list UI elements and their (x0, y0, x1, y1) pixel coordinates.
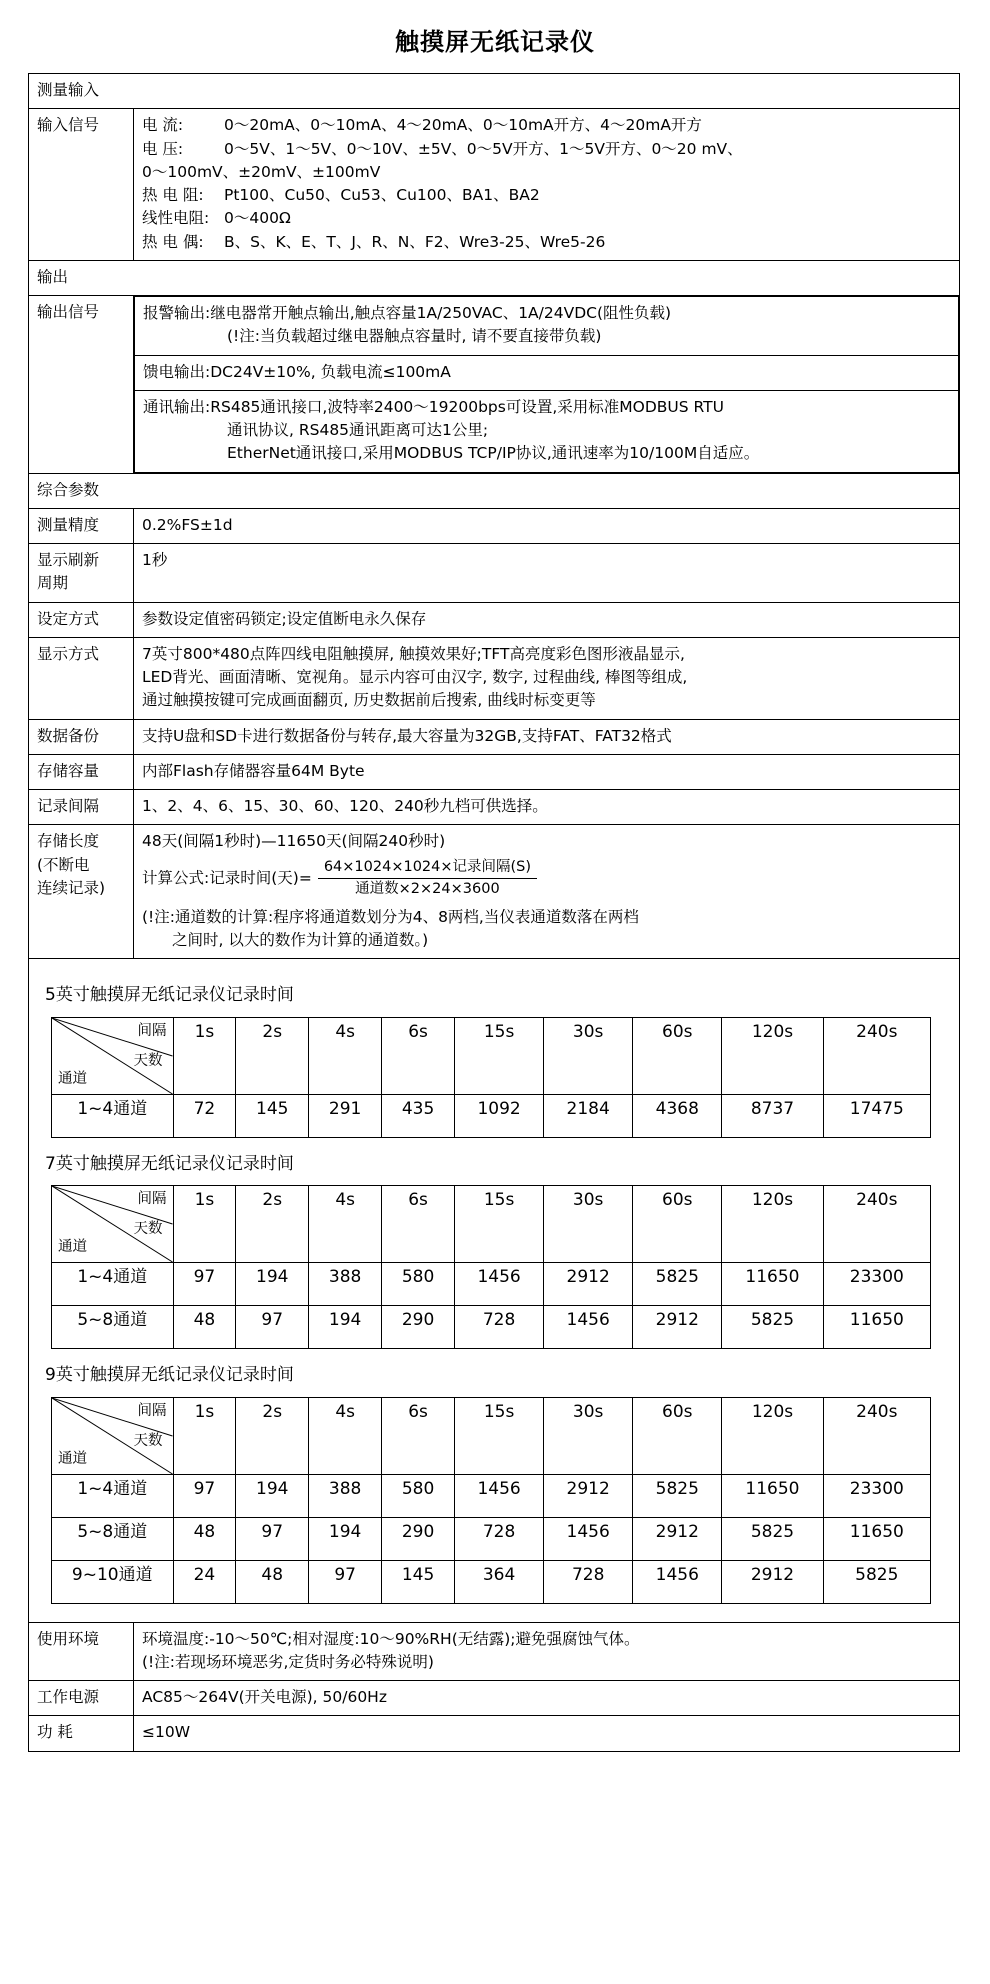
column-header: 120s (722, 1186, 823, 1263)
column-header: 15s (455, 1186, 544, 1263)
record-time-title-9inch: 9英寸触摸屏无纸记录仪记录时间 (45, 1365, 294, 1386)
column-header: 60s (633, 1397, 722, 1474)
row-header: 1~4通道 (52, 1474, 174, 1517)
corner-label-channel: 通道 (58, 1070, 87, 1087)
table-row (29, 109, 960, 261)
row-value-backup: 支持U盘和SD卡进行数据备份与转存,最大容量为32GB,支持FAT、FAT32格式 (134, 719, 960, 754)
data-cell: 728 (544, 1560, 633, 1603)
section-header-output: 输出 (29, 260, 960, 295)
row-value-capacity: 内部Flash存储器容量64M Byte (134, 754, 960, 789)
table-row (52, 1560, 931, 1603)
corner-label-channel: 通道 (58, 1239, 87, 1256)
storage-label-line1: 存储长度 (37, 832, 100, 851)
row-header: 1~4通道 (52, 1263, 174, 1306)
data-cell: 72 (173, 1094, 236, 1137)
table-row (29, 790, 960, 825)
column-header: 4s (309, 1397, 382, 1474)
data-cell: 2912 (544, 1263, 633, 1306)
data-cell: 435 (382, 1094, 455, 1137)
input-linear-line (142, 207, 951, 230)
data-cell: 48 (173, 1306, 236, 1349)
table-row (135, 390, 959, 472)
input-tc-value: B、S、K、E、T、J、R、N、F2、Wre3-25、Wre5-26 (224, 232, 606, 251)
row-label-interval: 记录间隔 (29, 790, 134, 825)
table-row (29, 719, 960, 754)
row-value-environment (134, 1622, 960, 1681)
table-row (52, 1017, 931, 1094)
input-linear-value: 0～400Ω (224, 209, 291, 228)
data-cell: 580 (382, 1263, 455, 1306)
specification-table (28, 73, 960, 1752)
corner-header-cell (52, 1017, 174, 1094)
data-cell: 5825 (722, 1517, 823, 1560)
table-row (52, 1263, 931, 1306)
storage-formula (142, 854, 951, 900)
row-value-power-supply: AC85～264V(开关电源), 50/60Hz (134, 1681, 960, 1716)
column-header: 30s (544, 1186, 633, 1263)
record-time-title-7inch: 7英寸触摸屏无纸记录仪记录时间 (45, 1153, 294, 1174)
data-cell: 290 (382, 1306, 455, 1349)
data-cell: 1092 (455, 1094, 544, 1137)
output-comm-line-3: EtherNet通讯接口,采用MODBUS TCP/IP协议,通讯速率为10/100M自适应。 (227, 444, 760, 463)
column-header: 1s (173, 1186, 236, 1263)
data-cell: 291 (309, 1094, 382, 1137)
row-value-refresh: 1秒 (134, 544, 960, 603)
data-cell: 2184 (544, 1094, 633, 1137)
column-header: 30s (544, 1397, 633, 1474)
row-label-capacity: 存储容量 (29, 754, 134, 789)
input-rtd-line (142, 184, 951, 207)
data-cell: 388 (309, 1263, 382, 1306)
data-cell: 11650 (823, 1306, 930, 1349)
column-header: 4s (309, 1186, 382, 1263)
table-row (52, 1474, 931, 1517)
output-comm-line-1: 通讯输出:RS485通讯接口,波特率2400～19200bps可设置,采用标准MODBUS RTU (143, 397, 724, 416)
row-value-input-signal (134, 109, 960, 261)
input-current-label: 电 流: (142, 116, 184, 135)
data-cell: 145 (382, 1560, 455, 1603)
column-header: 15s (455, 1397, 544, 1474)
data-cell: 194 (236, 1474, 309, 1517)
row-label-display: 显示方式 (29, 637, 134, 719)
data-cell: 97 (309, 1560, 382, 1603)
table-row (29, 508, 960, 543)
column-header: 1s (173, 1397, 236, 1474)
data-cell: 364 (455, 1560, 544, 1603)
data-cell: 5825 (633, 1263, 722, 1306)
data-cell: 1456 (544, 1517, 633, 1560)
column-header: 6s (382, 1017, 455, 1094)
corner-label-days: 天数 (133, 1432, 163, 1449)
section-header-general: 综合参数 (29, 473, 960, 508)
row-value-storage-length (134, 825, 960, 959)
table-row (29, 637, 960, 719)
record-time-block-9inch (39, 1363, 949, 1604)
table-row (52, 1397, 931, 1474)
row-label-refresh-line2: 周期 (37, 574, 69, 593)
column-header: 120s (722, 1017, 823, 1094)
corner-header-cell (52, 1397, 174, 1474)
corner-label-interval: 间隔 (137, 1402, 167, 1419)
row-value-interval: 1、2、4、6、15、30、60、120、240秒九档可供选择。 (134, 790, 960, 825)
data-cell: 2912 (633, 1306, 722, 1349)
formula-denominator: 通道数×2×24×3600 (318, 878, 537, 900)
table-row (52, 1094, 931, 1137)
column-header: 2s (236, 1397, 309, 1474)
environment-line-1: 环境温度:-10～50℃;相对湿度:10～90%RH(无结露);避免强腐蚀气体。 (142, 1629, 640, 1648)
record-time-title-5inch: 5英寸触摸屏无纸记录仪记录时间 (45, 985, 294, 1006)
table-row (29, 473, 960, 508)
row-label-backup: 数据备份 (29, 719, 134, 754)
input-voltage-value-1: 0～5V、1～5V、0～10V、±5V、0～5V开方、1～5V开方、0～20 mV、 (224, 139, 743, 158)
data-cell: 5825 (823, 1560, 930, 1603)
data-cell: 580 (382, 1474, 455, 1517)
input-rtd-label: 热 电 阻: (142, 186, 204, 204)
storage-note-line2: 之间时, 以大的数作为计算的通道数。) (172, 930, 429, 949)
column-header: 6s (382, 1186, 455, 1263)
storage-formula-fraction (318, 858, 537, 900)
row-label-power-supply: 工作电源 (29, 1681, 134, 1716)
column-header: 60s (633, 1017, 722, 1094)
data-cell: 194 (309, 1517, 382, 1560)
input-voltage-line (142, 138, 951, 161)
section-header-measure-input: 测量输入 (29, 74, 960, 109)
data-cell: 17475 (823, 1094, 930, 1137)
output-alarm-note: (!注:当负载超过继电器触点容量时, 请不要直接带负载) (227, 327, 602, 346)
data-cell: 1456 (455, 1474, 544, 1517)
record-time-table-5inch (51, 1017, 931, 1138)
display-line-3: 通过触摸按键可完成画面翻页, 历史数据前后搜索, 曲线时标变更等 (142, 691, 596, 710)
column-header: 15s (455, 1017, 544, 1094)
table-row (29, 602, 960, 637)
input-voltage-value-2: 0～100mV、±20mV、±100mV (142, 162, 381, 181)
row-label-refresh-line1: 显示刷新 (37, 551, 100, 569)
corner-label-days: 天数 (133, 1221, 163, 1238)
column-header: 240s (823, 1397, 930, 1474)
table-row (29, 1622, 960, 1681)
input-voltage-label: 电 压: (142, 139, 184, 158)
table-row (29, 1716, 960, 1751)
data-cell: 145 (236, 1094, 309, 1137)
output-feed-cell: 馈电输出:DC24V±10%, 负载电流≤100mA (135, 355, 959, 390)
input-linear-label: 线性电阻: (142, 209, 210, 228)
table-row (135, 297, 959, 356)
row-value-setting: 参数设定值密码锁定;设定值断电永久保存 (134, 602, 960, 637)
data-cell: 388 (309, 1474, 382, 1517)
storage-label-line3: 连续记录) (37, 878, 106, 897)
table-row (29, 296, 960, 474)
record-time-block-7inch (39, 1152, 949, 1350)
column-header: 30s (544, 1017, 633, 1094)
data-cell: 23300 (823, 1474, 930, 1517)
output-alarm-text: 报警输出:继电器常开触点输出,触点容量1A/250VAC、1A/24VDC(阻性负载) (143, 304, 672, 322)
row-value-power-consumption: ≤10W (134, 1716, 960, 1751)
column-header: 4s (309, 1017, 382, 1094)
column-header: 6s (382, 1397, 455, 1474)
data-cell: 1456 (544, 1306, 633, 1349)
input-rtd-value: Pt100、Cu50、Cu53、Cu100、BA1、BA2 (224, 186, 540, 204)
data-cell: 97 (236, 1306, 309, 1349)
row-label-power-consumption: 功 耗 (29, 1716, 134, 1751)
row-label-environment: 使用环境 (29, 1622, 134, 1681)
input-tc-label: 热 电 偶: (142, 232, 204, 251)
column-header: 60s (633, 1186, 722, 1263)
table-row (52, 1306, 931, 1349)
storage-label-line2: (不断电 (37, 855, 90, 874)
row-label-setting: 设定方式 (29, 602, 134, 637)
output-comm-cell (135, 390, 959, 472)
output-comm-line-2: 通讯协议, RS485通讯距离可达1公里; (227, 421, 489, 439)
row-value-display (134, 637, 960, 719)
corner-label-days: 天数 (133, 1052, 163, 1069)
corner-header-cell (52, 1186, 174, 1263)
input-tc-line (142, 231, 951, 254)
output-alarm-cell (135, 297, 959, 356)
column-header: 120s (722, 1397, 823, 1474)
column-header: 2s (236, 1186, 309, 1263)
record-time-block-5inch (39, 983, 949, 1138)
table-row (29, 74, 960, 109)
row-label-output-signal: 输出信号 (29, 296, 134, 474)
storage-note-line1: (!注:通道数的计算:程序将通道数划分为4、8两档,当仪表通道数落在两档 (142, 907, 639, 926)
row-label-storage-length (29, 825, 134, 959)
row-label-input-signal: 输入信号 (29, 109, 134, 261)
display-line-1: 7英寸800*480点阵四线电阻触摸屏, 触摸效果好;TFT高亮度彩色图形液晶显示, (142, 644, 685, 663)
data-cell: 23300 (823, 1263, 930, 1306)
data-cell: 48 (173, 1517, 236, 1560)
row-header: 5~8通道 (52, 1306, 174, 1349)
data-cell: 24 (173, 1560, 236, 1603)
data-cell: 97 (236, 1517, 309, 1560)
data-cell: 8737 (722, 1094, 823, 1137)
row-label-refresh (29, 544, 134, 603)
data-cell: 2912 (633, 1517, 722, 1560)
table-row (29, 260, 960, 295)
input-current-line (142, 114, 951, 137)
column-header: 240s (823, 1186, 930, 1263)
column-header: 2s (236, 1017, 309, 1094)
table-row (52, 1517, 931, 1560)
data-cell: 11650 (823, 1517, 930, 1560)
page-title: 触摸屏无纸记录仪 (395, 28, 595, 56)
data-cell: 11650 (722, 1263, 823, 1306)
table-row (29, 959, 960, 1623)
data-cell: 1456 (455, 1263, 544, 1306)
data-cell: 48 (236, 1560, 309, 1603)
column-header: 240s (823, 1017, 930, 1094)
data-cell: 97 (173, 1263, 236, 1306)
data-cell: 194 (309, 1306, 382, 1349)
data-cell: 5825 (722, 1306, 823, 1349)
record-time-table-9inch (51, 1397, 931, 1604)
data-cell: 728 (455, 1517, 544, 1560)
corner-label-interval: 间隔 (137, 1191, 167, 1208)
display-line-2: LED背光、画面清晰、宽视角。显示内容可由汉字, 数字, 过程曲线, 棒图等组成, (142, 668, 688, 686)
row-value-output-signal (134, 296, 960, 474)
data-cell: 194 (236, 1263, 309, 1306)
table-row (29, 825, 960, 959)
environment-line-2: (!注:若现场环境恶劣,定货时务必特殊说明) (142, 1652, 434, 1671)
row-header: 9~10通道 (52, 1560, 174, 1603)
record-time-section (29, 959, 960, 1623)
corner-label-channel: 通道 (58, 1450, 87, 1467)
row-header: 5~8通道 (52, 1517, 174, 1560)
row-label-accuracy: 测量精度 (29, 508, 134, 543)
table-row (29, 1681, 960, 1716)
table-row (29, 544, 960, 603)
data-cell: 2912 (722, 1560, 823, 1603)
data-cell: 728 (455, 1306, 544, 1349)
corner-label-interval: 间隔 (137, 1022, 167, 1039)
data-cell: 4368 (633, 1094, 722, 1137)
data-cell: 5825 (633, 1474, 722, 1517)
data-cell: 11650 (722, 1474, 823, 1517)
data-cell: 2912 (544, 1474, 633, 1517)
table-row (52, 1186, 931, 1263)
storage-formula-label: 计算公式:记录时间(天)= (142, 868, 312, 887)
output-signal-subtable (134, 296, 959, 473)
table-row (135, 355, 959, 390)
input-current-value: 0～20mA、0～10mA、4～20mA、0～10mA开方、4～20mA开方 (224, 116, 702, 135)
data-cell: 97 (173, 1474, 236, 1517)
data-cell: 290 (382, 1517, 455, 1560)
row-header: 1~4通道 (52, 1094, 174, 1137)
storage-range-text: 48天(间隔1秒时)—11650天(间隔240秒时) (142, 832, 446, 851)
row-value-accuracy: 0.2%FS±1d (134, 508, 960, 543)
formula-numerator: 64×1024×1024×记录间隔(S) (323, 858, 532, 875)
record-time-table-7inch (51, 1185, 931, 1349)
column-header: 1s (173, 1017, 236, 1094)
table-row (29, 754, 960, 789)
data-cell: 1456 (633, 1560, 722, 1603)
